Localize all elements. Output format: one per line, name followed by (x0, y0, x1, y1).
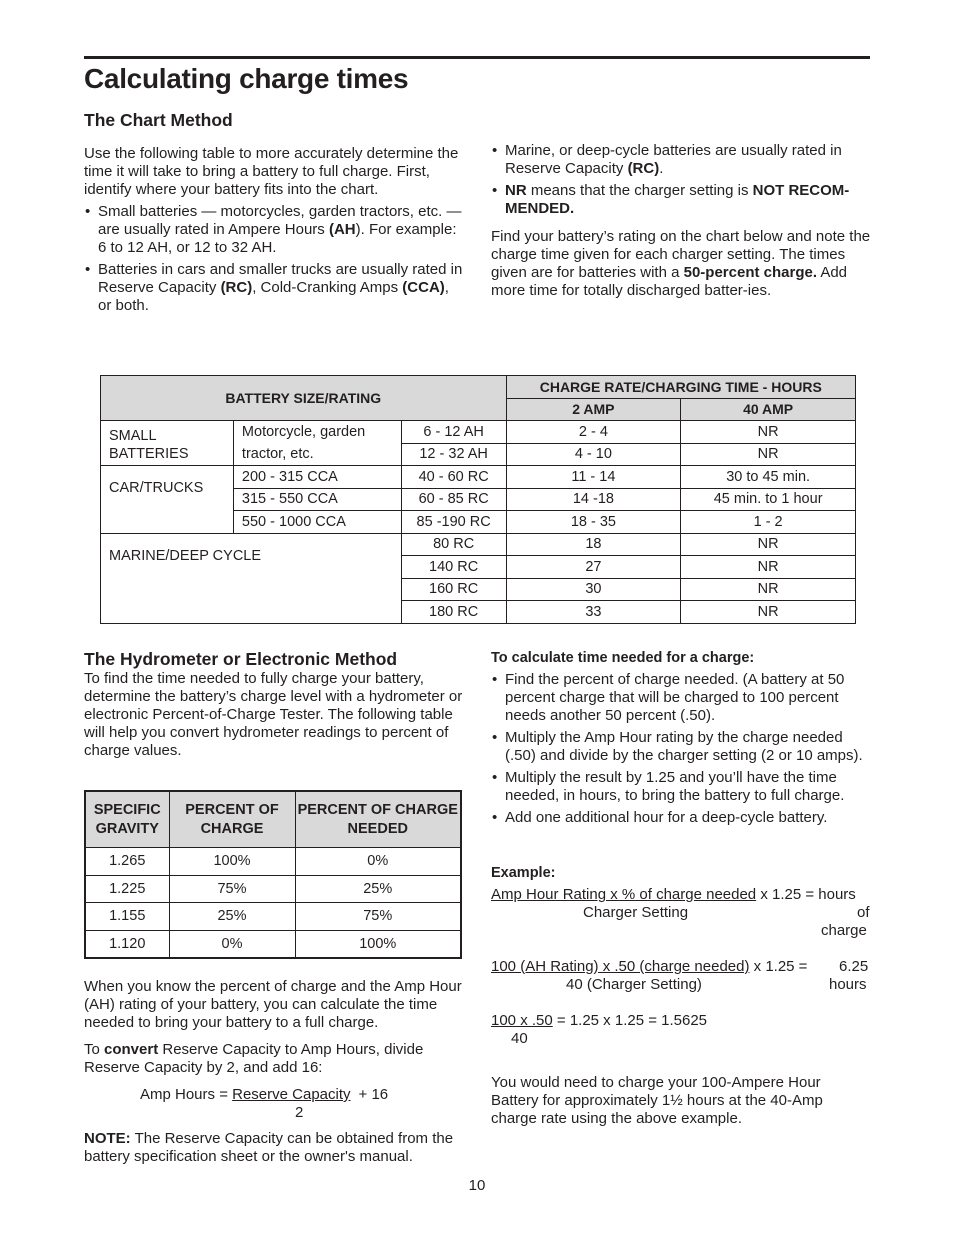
time-40amp-cell: 30 to 45 min. (681, 466, 856, 489)
gravity-cell: 1.265 (85, 848, 169, 876)
hydrometer-intro: To find the time needed to fully charge your battery, determine the battery’s charge level with a hydrometer or electronic Percent-of-Charge Tester. The following table will help you convert hydrometer readings to percent of charge values. (84, 670, 463, 759)
page-title: Calculating charge times (84, 63, 409, 94)
gravity-cell: 1.120 (85, 930, 169, 958)
category-car-trucks: CAR/TRUCKS (101, 466, 234, 534)
header-percent-of-charge: PERCENT OF CHARGE (169, 791, 295, 848)
table-row (101, 421, 856, 444)
time-2amp-cell: 11 - 14 (506, 466, 681, 489)
example-heading: Example: (491, 865, 556, 881)
cca-cell: 550 - 1000 CCA (233, 511, 401, 534)
header-specific-gravity: SPECIFIC GRAVITY (85, 791, 169, 848)
cca-cell: 315 - 550 CCA (233, 488, 401, 511)
formula-numerator: Reserve Capacity (232, 1086, 351, 1103)
needed-cell: 100% (295, 930, 461, 958)
time-40amp-cell: NR (681, 578, 856, 601)
gravity-cell: 1.155 (85, 903, 169, 931)
rating-cell: 6 - 12 AH (401, 421, 506, 444)
time-40amp-cell: 45 min. to 1 hour (681, 488, 856, 511)
table-row (85, 875, 461, 903)
example-formula-1: Amp Hour Rating x % of charge needed x 1.25 = hours (491, 886, 856, 903)
small-batteries-desc: Motorcycle, garden tractor, etc. (233, 421, 401, 466)
table-row (85, 930, 461, 958)
time-40amp-cell: NR (681, 556, 856, 579)
time-2amp-cell: 18 (506, 533, 681, 556)
header-40-amp: 40 AMP (681, 398, 856, 421)
time-2amp-cell: 30 (506, 578, 681, 601)
charge-cell: 25% (169, 903, 295, 931)
rating-cell: 85 -190 RC (401, 511, 506, 534)
rating-cell: 60 - 85 RC (401, 488, 506, 511)
list-item: • Find the percent of charge needed. (A battery at 50 percent charge that will be charged to 100 percent needs another 50 percent (.50). (491, 671, 871, 725)
header-battery-size: BATTERY SIZE/RATING (101, 376, 507, 421)
hydrometer-heading: The Hydrometer or Electronic Method (84, 649, 398, 669)
category-small-batteries: SMALL BATTERIES (101, 421, 234, 466)
list-item: • Multiply the result by 1.25 and you’ll have the time needed, in hours, to bring the battery to full charge. (491, 769, 871, 805)
rating-cell: 140 RC (401, 556, 506, 579)
needed-cell: 0% (295, 848, 461, 876)
table-row (101, 533, 856, 556)
list-item: • Multiply the Amp Hour rating by the charge needed (.50) and divide by the charger setting (2 or 10 amps). (491, 729, 871, 765)
table-row (101, 466, 856, 489)
time-2amp-cell: 4 - 10 (506, 443, 681, 466)
time-2amp-cell: 33 (506, 601, 681, 624)
category-marine-deep-cycle: MARINE/DEEP CYCLE (101, 533, 402, 623)
rating-cell: 180 RC (401, 601, 506, 624)
find-rating-paragraph: Find your battery’s rating on the chart below and note the charge time given for each charger setting. The times given are for batteries with a 50-percent charge. Add more time for totally discharged batter-ies. (491, 228, 871, 299)
cca-cell: 200 - 315 CCA (233, 466, 401, 489)
header-rule (84, 56, 870, 59)
time-40amp-cell: NR (681, 421, 856, 444)
rating-cell: 40 - 60 RC (401, 466, 506, 489)
chart-method-right-column (491, 142, 871, 300)
time-2amp-cell: 27 (506, 556, 681, 579)
example-formula-1-denominator: Charger Setting (583, 904, 689, 921)
table-row (85, 848, 461, 876)
example-formula-2-hours: hours (829, 976, 867, 993)
rating-cell: 12 - 32 AH (401, 443, 506, 466)
when-you-know-paragraph: When you know the percent of charge and the Amp Hour (AH) rating of your battery, you can calculate the time needed to bring your battery to a full charge. (84, 978, 462, 1031)
list-item: • Add one additional hour for a deep-cycle battery. (491, 809, 871, 827)
conclusion-paragraph: You would need to charge your 100-Ampere Hour Battery for approximately 1½ hours at the 40-Amp charge rate using the above example. (491, 1074, 823, 1127)
bullet-small-batteries: • Small batteries — motorcycles, garden tractors, etc. — are usually rated in Ampere Hours (AH). For example: 6 to 12 AH, or 12 to 32 AH. (84, 203, 464, 257)
example-formula-2: 100 (AH Rating) x .50 (charge needed) x 1.25 = (491, 958, 808, 975)
example-formula-1-of: of (857, 904, 870, 921)
page-number: 10 (468, 1177, 486, 1194)
bullet-car-batteries: • Batteries in cars and smaller trucks are usually rated in Reserve Capacity (RC), Cold-Cranking Amps (CCA), or both. (84, 261, 464, 315)
table-row (85, 903, 461, 931)
time-40amp-cell: NR (681, 533, 856, 556)
charge-cell: 75% (169, 875, 295, 903)
example-formula-2-denominator: 40 (Charger Setting) (566, 976, 702, 993)
bullet-marine-batteries: • Marine, or deep-cycle batteries are usually rated in Reserve Capacity (RC). (491, 142, 871, 178)
time-40amp-cell: 1 - 2 (681, 511, 856, 534)
time-40amp-cell: NR (681, 601, 856, 624)
chart-method-intro: Use the following table to more accurately determine the time it will take to bring a battery to full charge. First, identify where your battery fits into the chart. (84, 145, 459, 198)
header-charge-rate: CHARGE RATE/CHARGING TIME - HOURS (506, 376, 855, 399)
time-2amp-cell: 2 - 4 (506, 421, 681, 444)
example-formula-1-charge: charge (821, 922, 867, 939)
chart-method-left-column (84, 145, 464, 315)
chart-method-heading: The Chart Method (84, 110, 233, 130)
calculate-heading: To calculate time needed for a charge: (491, 650, 755, 666)
note-paragraph: NOTE: The Reserve Capacity can be obtained from the battery specification sheet or the owner's manual. (84, 1130, 454, 1165)
example-formula-3-denominator: 40 (511, 1030, 528, 1047)
needed-cell: 25% (295, 875, 461, 903)
header-2-amp: 2 AMP (506, 398, 681, 421)
bullet-nr-meaning: • NR means that the charger setting is NOT RECOM-MENDED. (491, 182, 871, 218)
convert-paragraph: To convert Reserve Capacity to Amp Hours, divide Reserve Capacity by 2, and add 16: (84, 1041, 424, 1076)
time-2amp-cell: 14 -18 (506, 488, 681, 511)
charge-cell: 0% (169, 930, 295, 958)
amp-hours-formula: Amp Hours = Reserve Capacity + 16 (140, 1086, 389, 1103)
rating-cell: 80 RC (401, 533, 506, 556)
time-2amp-cell: 18 - 35 (506, 511, 681, 534)
time-40amp-cell: NR (681, 443, 856, 466)
hydrometer-table (84, 790, 462, 959)
example-formula-3: 100 x .50 = 1.25 x 1.25 = 1.5625 (491, 1012, 708, 1029)
rating-cell: 160 RC (401, 578, 506, 601)
charge-cell: 100% (169, 848, 295, 876)
charge-time-table (100, 375, 856, 624)
gravity-cell: 1.225 (85, 875, 169, 903)
calculate-steps (491, 671, 871, 827)
header-percent-needed: PERCENT OF CHARGE NEEDED (295, 791, 461, 848)
example-formula-2-value: 6.25 (839, 958, 869, 975)
formula-denominator: 2 (295, 1104, 304, 1121)
needed-cell: 75% (295, 903, 461, 931)
